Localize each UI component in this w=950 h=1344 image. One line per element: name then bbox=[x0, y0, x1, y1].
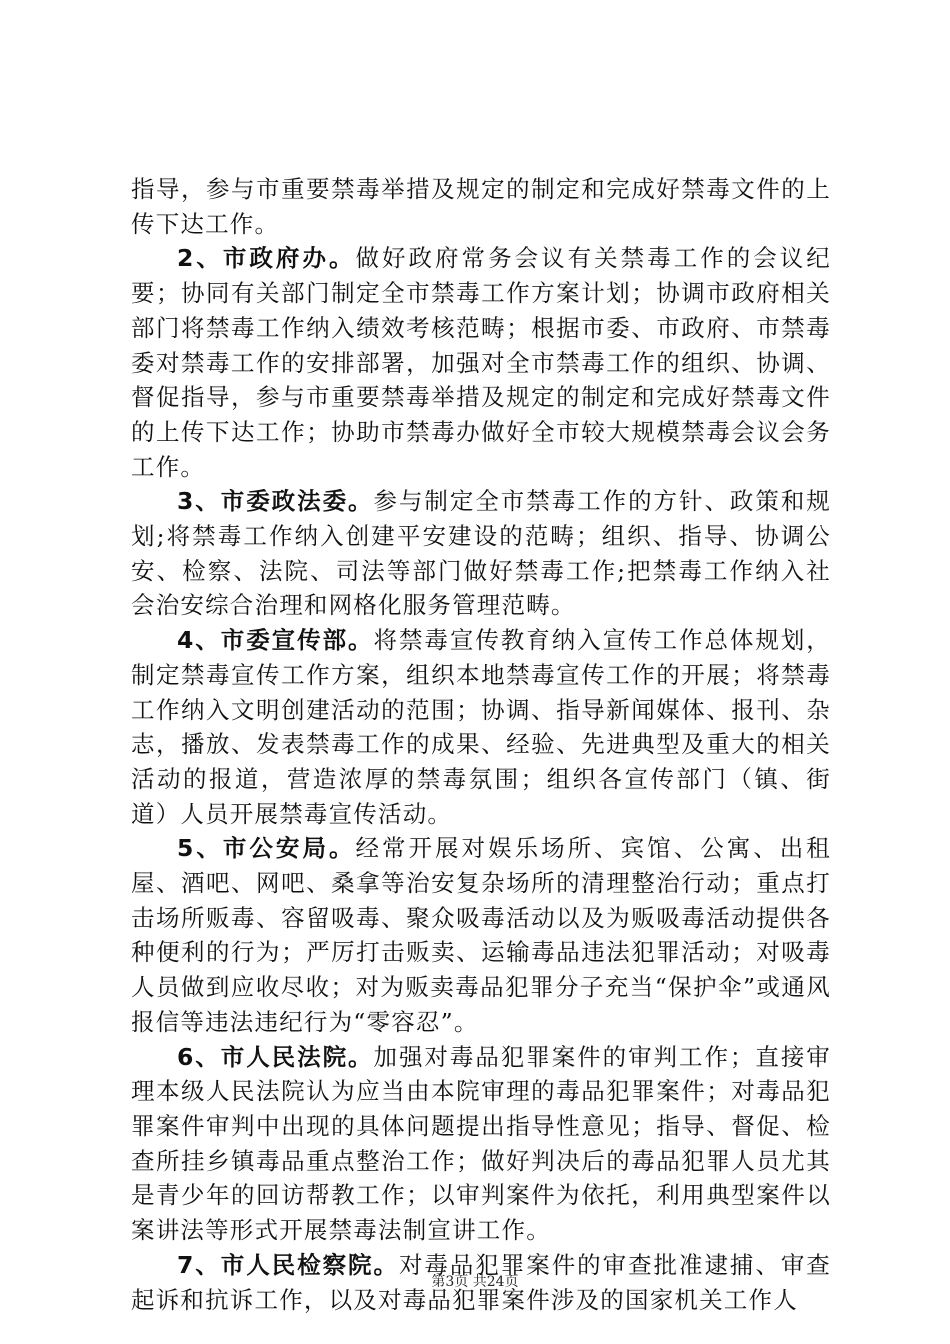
paragraph-text: 经常开展对娱乐场所、宾馆、公寓、出租屋、酒吧、网吧、桑拿等治安复杂场所的清理整治行动；重点打击场所贩毒、容留吸毒、聚众吸毒活动以及为贩吸毒活动提供各种便利的行为；严厉打击贩卖、运输毒品违法犯罪活动；对吸毒人员做到应收尽收；对为贩卖毒品犯罪分子充当“保护伞”或通风报信等违法违纪行为“零容忍”。 bbox=[131, 834, 831, 1036]
paragraph-public-security-bureau bbox=[131, 831, 831, 1039]
paragraph-heading: 5、市公安局。 bbox=[177, 834, 356, 863]
paragraph-text: 参与制定全市禁毒工作的方针、政策和规划;将禁毒工作纳入创建平安建设的范畴；组织、指导、协调公安、检察、法院、司法等部门做好禁毒工作;把禁毒工作纳入社会治安综合治理和网格化服务管理范畴。 bbox=[131, 487, 831, 620]
paragraph-text: 做好政府常务会议有关禁毒工作的会议纪要；协同有关部门制定全市禁毒工作方案计划；协调市政府相关部门将禁毒工作纳入绩效考核范畴；根据市委、市政府、市禁毒委对禁毒工作的安排部署，加强对全市禁毒工作的组织、协调、督促指导，参与市重要禁毒举措及规定的制定和完成好禁毒文件的上传下达工作；协助市禁毒办做好全市较大规模禁毒会议会务工作。 bbox=[131, 244, 831, 481]
paragraph-city-government-office bbox=[131, 241, 831, 484]
paragraph-text: 加强对毒品犯罪案件的审判工作；直接审理本级人民法院认为应当由本院审理的毒品犯罪案件；对毒品犯罪案件审判中出现的具体问题提出指导性意见；指导、督促、检查所挂乡镇毒品重点整治工作；做好判决后的毒品犯罪人员尤其是青少年的回访帮教工作；以审判案件为依托，利用典型案件以案讲法等形式开展禁毒法制宣讲工作。 bbox=[131, 1042, 831, 1245]
paragraph-text: 将禁毒宣传教育纳入宣传工作总体规划，制定禁毒宣传工作方案，组织本地禁毒宣传工作的开展；将禁毒工作纳入文明创建活动的范围；协调、指导新闻媒体、报刊、杂志，播放、发表禁毒工作的成果、经验、先进典型及重大的相关活动的报道，营造浓厚的禁毒氛围；组织各宣传部门（镇、街道）人员开展禁毒宣传活动。 bbox=[131, 626, 831, 828]
paragraph-heading: 6、市人民法院。 bbox=[177, 1042, 374, 1071]
paragraph-political-legal-committee bbox=[131, 484, 831, 623]
paragraph-heading: 7、市人民检察院。 bbox=[177, 1250, 399, 1279]
paragraph-heading: 4、市委宣传部。 bbox=[177, 626, 374, 655]
paragraph-peoples-court bbox=[131, 1040, 831, 1248]
paragraph-publicity-department bbox=[131, 623, 831, 831]
page-number-footer: 第3页 共24页 bbox=[431, 1274, 519, 1290]
paragraph-heading: 3、市委政法委。 bbox=[177, 487, 374, 516]
paragraph-continuation bbox=[131, 172, 831, 241]
paragraph-text: 指导，参与市重要禁毒举措及规定的制定和完成好禁毒文件的上传下达工作。 bbox=[131, 175, 831, 238]
document-body bbox=[131, 172, 831, 1317]
paragraph-text: 对毒品犯罪案件的审查批准逮捕、审查起诉和抗诉工作，以及对毒品犯罪案件涉及的国家机关工作人 bbox=[131, 1250, 831, 1314]
paragraph-heading: 2、市政府办。 bbox=[177, 244, 356, 273]
